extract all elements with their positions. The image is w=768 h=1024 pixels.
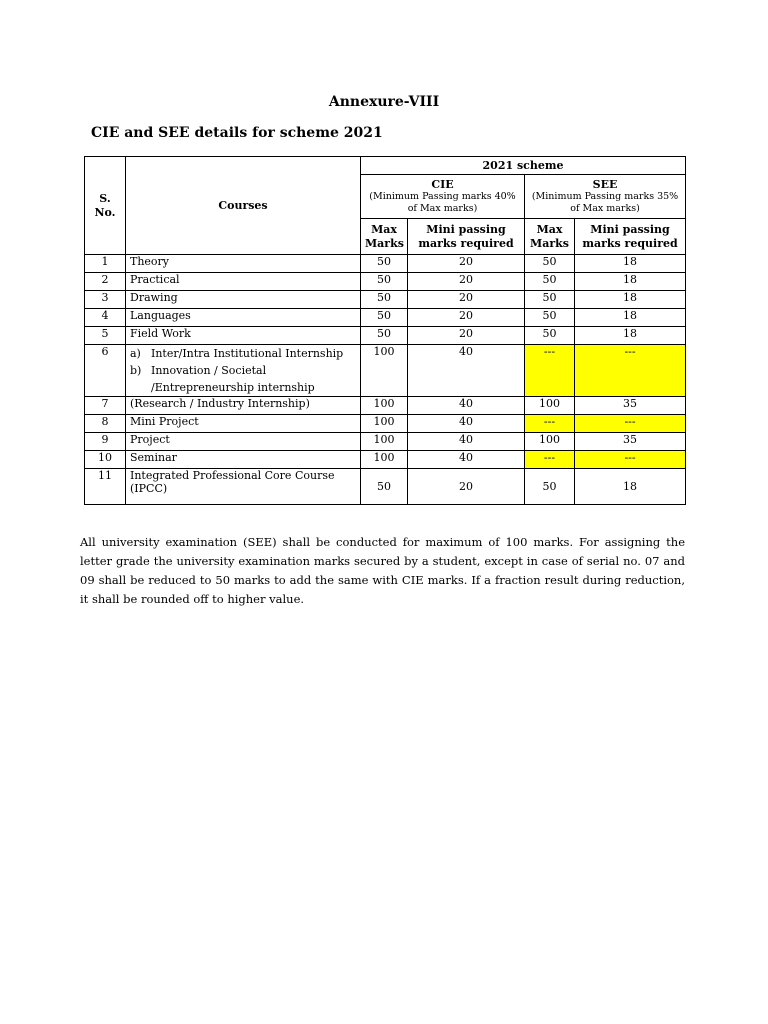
cell-cie-max: 50: [361, 273, 408, 291]
table-row: [85, 327, 686, 345]
cell-cie-min: 40: [408, 397, 525, 415]
cell-sno: 6: [85, 345, 126, 397]
cell-course: Practical: [126, 273, 361, 291]
header-cie-note: (Minimum Passing marks 40% of Max marks): [369, 191, 516, 215]
cell-cie-max: 100: [361, 433, 408, 451]
cell-see-min: 18: [575, 273, 686, 291]
cie-see-table: [84, 156, 686, 505]
cell-cie-max: 50: [361, 327, 408, 345]
cell-cie-min: 40: [408, 433, 525, 451]
table-row: [85, 451, 686, 469]
cell-cie-max: 50: [361, 469, 408, 505]
cell-see-min: ---: [575, 451, 686, 469]
list-item-text: Innovation / Societal /Entrepreneurship internship: [151, 364, 315, 394]
cell-course: Project: [126, 433, 361, 451]
cell-see-max: 50: [525, 309, 575, 327]
annexure-title: Annexure-VIII: [328, 94, 440, 110]
header-see-max-marks: Max Marks: [525, 219, 575, 255]
cell-course: Field Work: [126, 327, 361, 345]
cell-see-max: 50: [525, 291, 575, 309]
cell-sno: 3: [85, 291, 126, 309]
cell-cie-min: 20: [408, 469, 525, 505]
cell-sno: 10: [85, 451, 126, 469]
cell-sno: 2: [85, 273, 126, 291]
header-see-mini-passing: Mini passing marks required: [575, 219, 686, 255]
cell-see-max: 50: [525, 255, 575, 273]
cell-cie-min: 20: [408, 309, 525, 327]
header-cie-title: CIE: [431, 178, 454, 192]
table-row: [85, 291, 686, 309]
table-row: [85, 433, 686, 451]
header-sno: S. No.: [85, 157, 126, 255]
cell-see-min: ---: [575, 345, 686, 397]
cell-sno: 8: [85, 415, 126, 433]
cell-cie-max: 100: [361, 451, 408, 469]
header-see-title: SEE: [592, 178, 618, 192]
cell-cie-min: 40: [408, 415, 525, 433]
cell-course: Integrated Professional Core Course (IPCC): [126, 469, 361, 505]
cell-cie-max: 100: [361, 397, 408, 415]
table-row: [85, 397, 686, 415]
cell-see-min: ---: [575, 415, 686, 433]
cell-see-min: 18: [575, 291, 686, 309]
header-scheme: 2021 scheme: [361, 157, 686, 175]
cell-sno: 11: [85, 469, 126, 505]
cell-cie-min: 40: [408, 451, 525, 469]
cell-cie-max: 50: [361, 255, 408, 273]
list-item: [130, 345, 356, 362]
cell-cie-max: 100: [361, 415, 408, 433]
header-cie-mini-passing: Mini passing marks required: [408, 219, 525, 255]
list-item-label: a): [130, 347, 141, 360]
cell-see-min: 18: [575, 327, 686, 345]
cell-cie-min: 20: [408, 327, 525, 345]
table-row: [85, 469, 686, 505]
cell-cie-min: 40: [408, 345, 525, 397]
list-item: [130, 362, 356, 396]
list-item-text: Inter/Intra Institutional Internship: [151, 347, 344, 360]
cell-sno: 4: [85, 309, 126, 327]
table-row: [85, 309, 686, 327]
cell-cie-max: 50: [361, 309, 408, 327]
cell-sno: 5: [85, 327, 126, 345]
cell-see-max: ---: [525, 345, 575, 397]
header-cie-max-marks: Max Marks: [361, 219, 408, 255]
cell-see-min: 18: [575, 469, 686, 505]
cell-see-max: 100: [525, 397, 575, 415]
section-title: CIE and SEE details for scheme 2021: [91, 125, 383, 141]
table-row: [85, 255, 686, 273]
cell-see-min: 18: [575, 309, 686, 327]
cell-course: Seminar: [126, 451, 361, 469]
notes-paragraph: All university examination (SEE) shall be conducted for maximum of 100 marks. For assigning the letter grade the university examination marks secured by a student, except in case of serial no. 07 and 09 shall be reduced to 50 marks to add the same with CIE marks. If a fraction result during reduction, it shall be rounded off to higher value.: [80, 535, 685, 606]
cell-see-min: 35: [575, 433, 686, 451]
cell-see-max: 50: [525, 469, 575, 505]
cell-see-max: 100: [525, 433, 575, 451]
cell-cie-max: 50: [361, 291, 408, 309]
header-courses: Courses: [126, 157, 361, 255]
cell-sno: 9: [85, 433, 126, 451]
cell-course: [126, 345, 361, 397]
cell-cie-max: 100: [361, 345, 408, 397]
cell-see-min: 18: [575, 255, 686, 273]
cell-cie-min: 20: [408, 273, 525, 291]
cell-cie-min: 20: [408, 291, 525, 309]
cell-course: Theory: [126, 255, 361, 273]
table-row: [85, 273, 686, 291]
cell-course: Languages: [126, 309, 361, 327]
cell-see-max: ---: [525, 415, 575, 433]
header-cie: [361, 175, 525, 219]
cell-see-max: ---: [525, 451, 575, 469]
table-row: [85, 415, 686, 433]
header-see-note: (Minimum Passing marks 35% of Max marks): [531, 191, 679, 215]
internship-list: [130, 345, 356, 396]
list-item-label: b): [130, 364, 142, 377]
cell-see-max: 50: [525, 273, 575, 291]
table-row: [85, 345, 686, 397]
cell-sno: 1: [85, 255, 126, 273]
cell-see-max: 50: [525, 327, 575, 345]
cell-course: Mini Project: [126, 415, 361, 433]
header-see: [525, 175, 686, 219]
cell-cie-min: 20: [408, 255, 525, 273]
cell-see-min: 35: [575, 397, 686, 415]
cell-course: (Research / Industry Internship): [126, 397, 361, 415]
cell-sno: 7: [85, 397, 126, 415]
cell-course: Drawing: [126, 291, 361, 309]
